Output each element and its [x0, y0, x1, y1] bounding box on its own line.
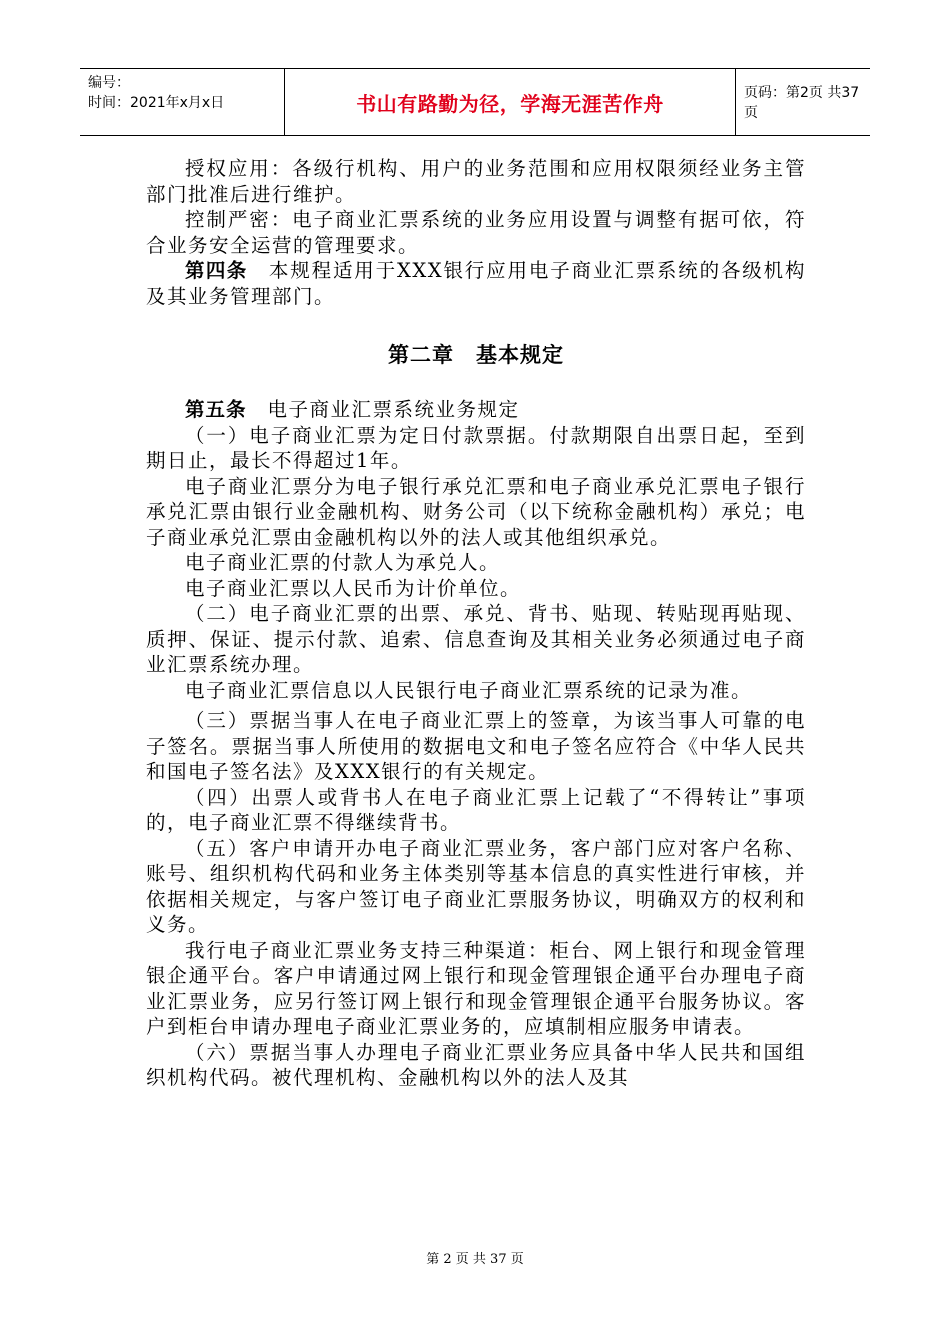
article-4 — [146, 258, 806, 309]
date-label: 时间：2021年x月x日 — [88, 95, 225, 111]
header-page-label: 页码：第2页 共37页 — [744, 85, 860, 121]
article-5 — [146, 397, 806, 423]
article-5-title: 第五条 — [185, 398, 247, 421]
document-body — [146, 156, 806, 1091]
paragraph-item: （三）票据当事人在电子商业汇票上的签章，为该当事人可靠的电子签名。票据当事人所使用的数据电文和电子签名应符合《中华人民共和国电子签名法》及XXX银行的有关规定。 — [146, 709, 806, 783]
paragraph-item: （六）票据当事人办理电子商业汇票业务应具备中华人民共和国组织机构代码。被代理机构、金融机构以外的法人及其 — [146, 1040, 806, 1089]
paragraph-authorization: 授权应用：各级行机构、用户的业务范围和应用权限须经业务主管部门批准后进行维护。 — [146, 157, 806, 206]
page-footer: 第 2 页 共 37 页 — [426, 1252, 524, 1267]
paragraph-item: （四）出票人或背书人在电子商业汇票上记载了“不得转让”事项的，电子商业汇票不得继续背书。 — [146, 785, 806, 834]
paragraph-item: （五）客户申请开办电子商业汇票业务，客户部门应对客户名称、账号、组织机构代码和业务主体类别等基本信息的真实性进行审核，并依据相关规定，与客户签订电子商业汇票服务协议，明确双方的权利和义务。 — [146, 836, 806, 936]
page-header — [80, 68, 870, 136]
paragraph-item: 电子商业汇票以人民币为计价单位。 — [185, 576, 522, 600]
chapter-2-title: 第二章 基本规定 — [388, 343, 564, 367]
paragraph-item: 电子商业汇票信息以人民银行电子商业汇票系统的记录为准。 — [185, 678, 753, 702]
header-meta — [88, 73, 224, 113]
article-4-text: 本规程适用于XXX银行应用电子商业汇票系统的各级机构及其业务管理部门。 — [146, 259, 806, 308]
code-label: 编号： — [88, 75, 130, 91]
article-5-text: 电子商业汇票系统业务规定 — [267, 398, 520, 421]
paragraph-item: 电子商业汇票分为电子银行承兑汇票和电子商业承兑汇票电子银行承兑汇票由银行业金融机构、财务公司（以下统称金融机构）承兑；电子商业承兑汇票由金融机构以外的法人或其他组织承兑。 — [146, 474, 806, 549]
header-motto: 书山有路勤为径，学海无涯苦作舟 — [284, 69, 736, 135]
paragraph-item: （一）电子商业汇票为定日付款票据。付款期限自出票日起，至到期日止，最长不得超过1年。 — [146, 423, 806, 472]
paragraph-control: 控制严密：电子商业汇票系统的业务应用设置与调整有据可依，符合业务安全运营的管理要求。 — [146, 208, 806, 257]
paragraph-item: （二）电子商业汇票的出票、承兑、背书、贴现、转贴现再贴现、质押、保证、提示付款、追索、信息查询及其相关业务必须通过电子商业汇票系统办理。 — [146, 602, 806, 676]
paragraph-item: 我行电子商业汇票业务支持三种渠道：柜台、网上银行和现金管理银企通平台。客户申请通过网上银行和现金管理银企通平台办理电子商业汇票业务，应另行签订网上银行和现金管理银企通平台服务协议。客户到柜台申请办理电子商业汇票业务的，应填制相应服务申请表。 — [146, 938, 806, 1038]
article-4-title: 第四条 — [185, 259, 248, 282]
paragraph-item: 电子商业汇票的付款人为承兑人。 — [185, 551, 501, 574]
